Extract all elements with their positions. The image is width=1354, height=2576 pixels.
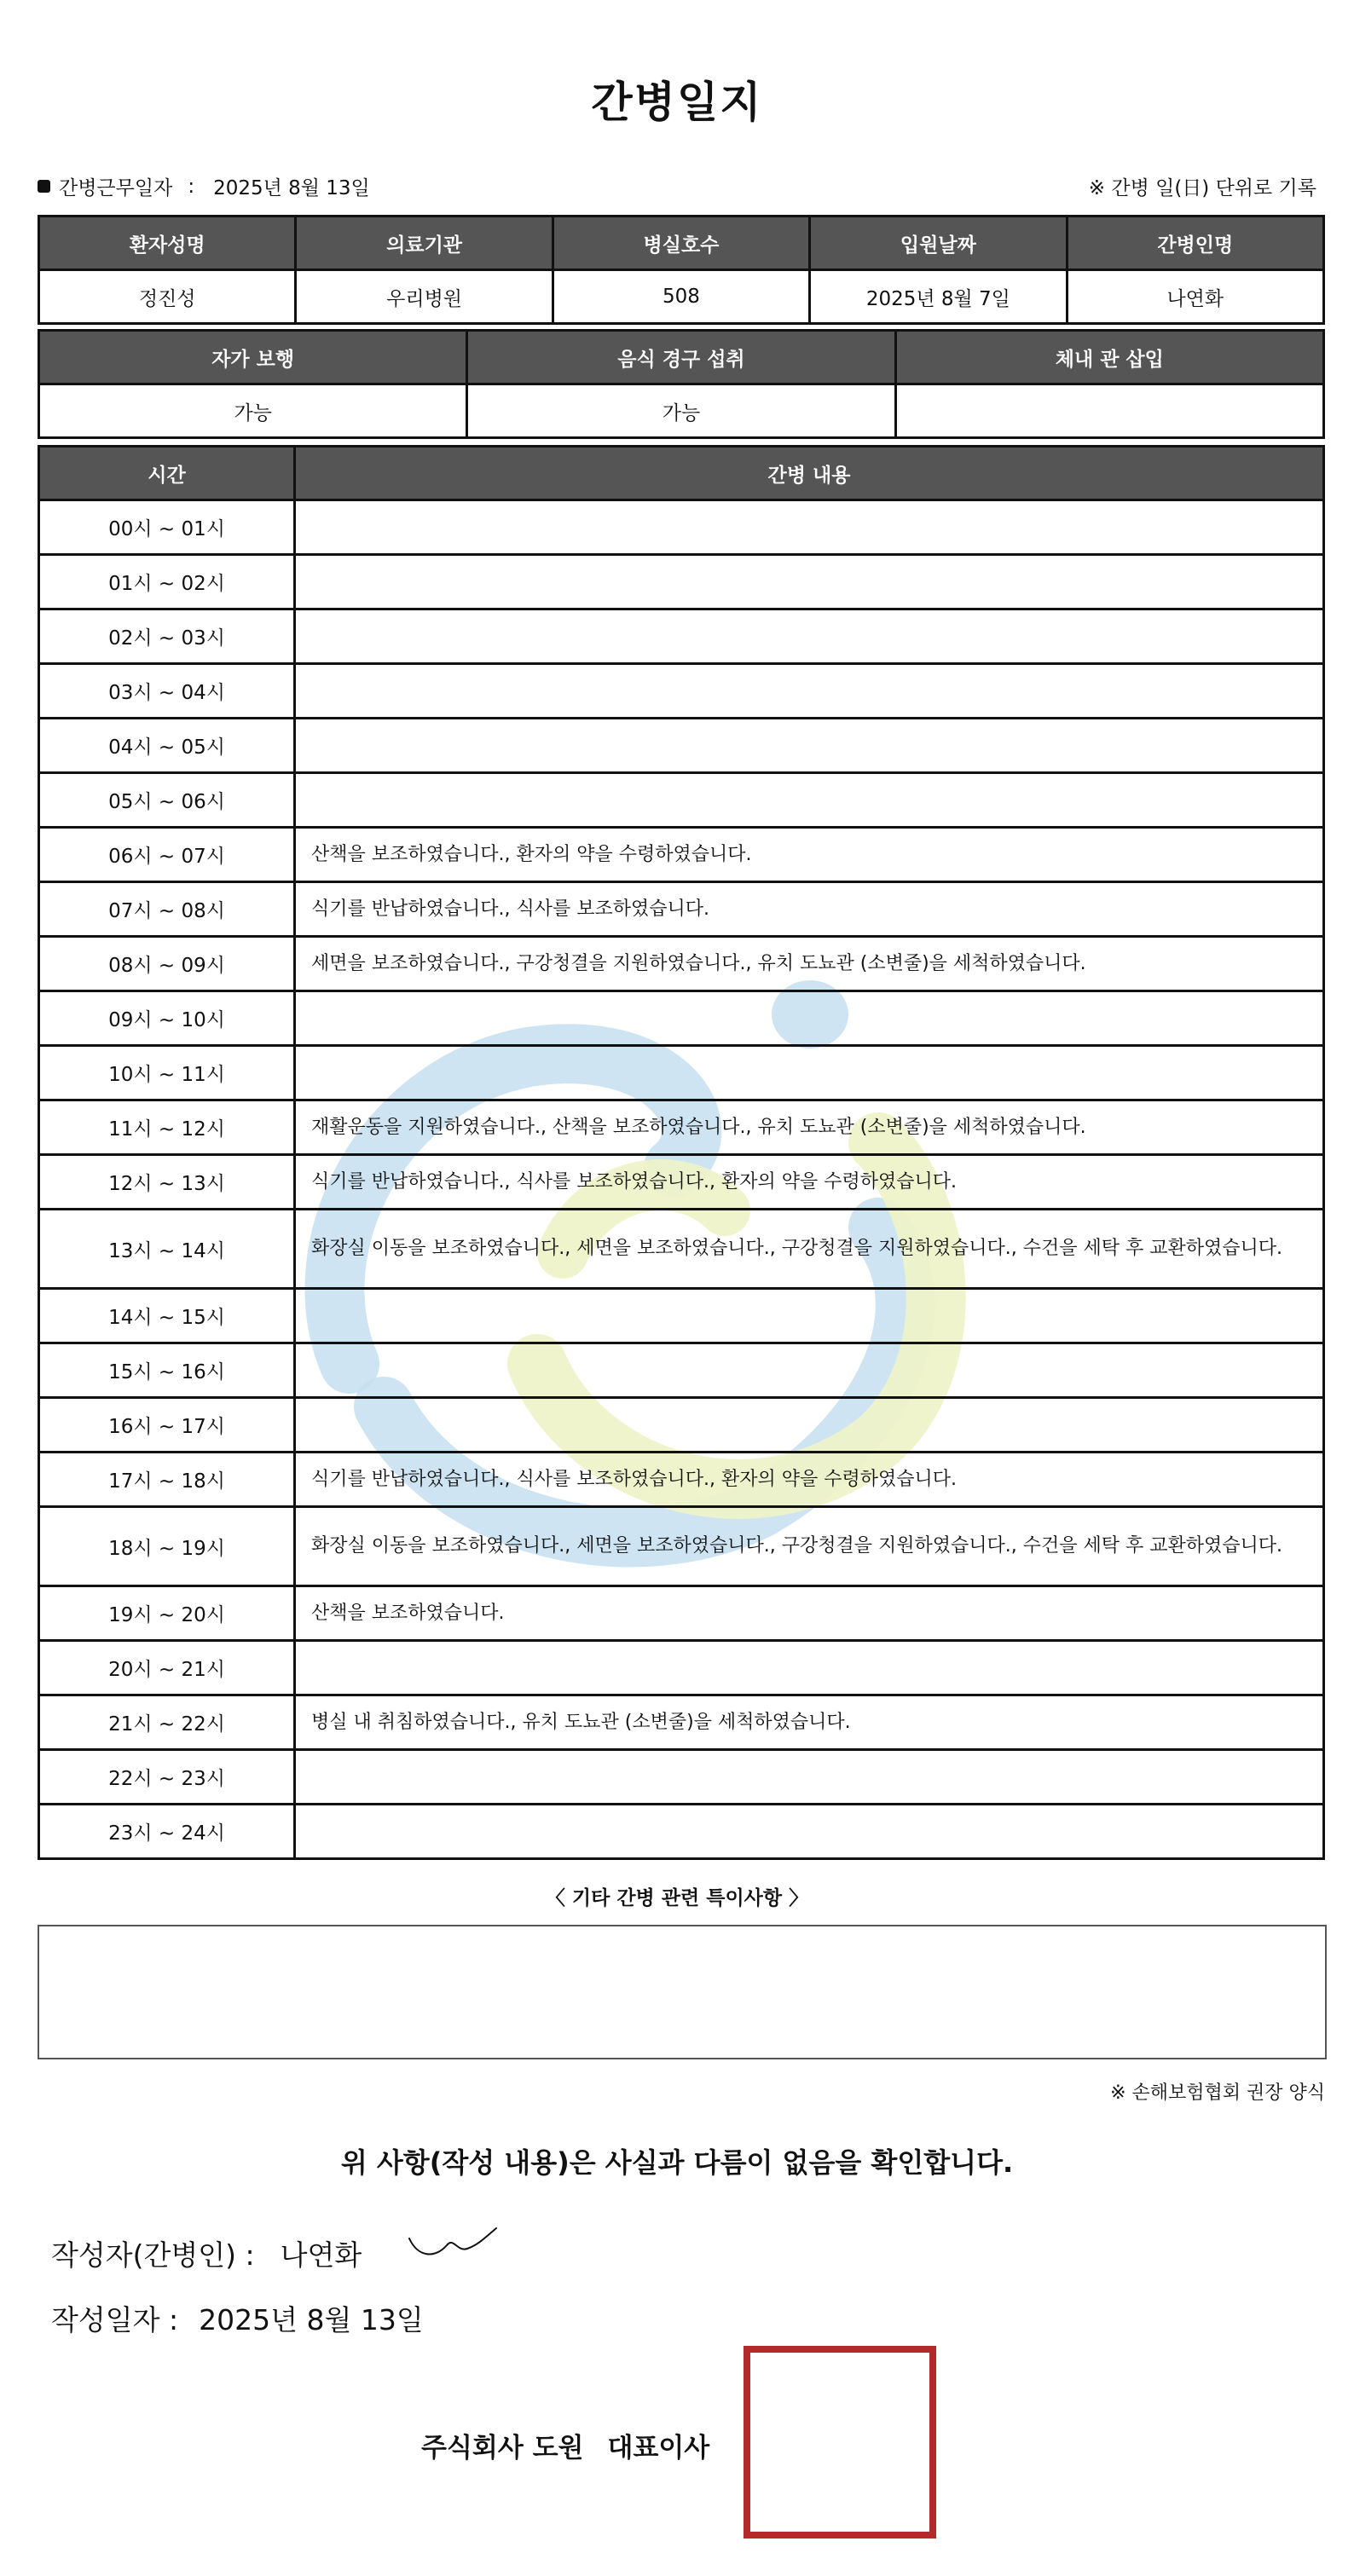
header-tube-insertion: 체내 관 삽입: [895, 331, 1323, 384]
work-date-label: 간병근무일자: [59, 177, 173, 199]
work-date-separator: :: [188, 175, 195, 198]
time-slot: 19시 ~ 20시: [39, 1586, 295, 1641]
table-row: [39, 500, 1324, 555]
care-content: [295, 664, 1324, 719]
table-row: [39, 1805, 1324, 1859]
time-slot: 03시 ~ 04시: [39, 664, 295, 719]
time-slot: 00시 ~ 01시: [39, 500, 295, 555]
table-row: [39, 1586, 1324, 1641]
care-content: [295, 1398, 1324, 1453]
time-slot: 09시 ~ 10시: [39, 991, 295, 1046]
hospital: 우리병원: [296, 270, 553, 324]
time-slot: 21시 ~ 22시: [39, 1695, 295, 1750]
care-content: [295, 1750, 1324, 1805]
patient-condition-table: [38, 329, 1325, 439]
write-date-value: 2025년 8월 13일: [199, 2303, 424, 2336]
care-content: 화장실 이동을 보조하였습니다., 세면을 보조하였습니다., 구강청결을 지원하였습니다., 수건을 세탁 후 교환하였습니다.: [295, 1210, 1324, 1289]
document-title: 간병일지: [591, 78, 763, 127]
care-content: 식기를 반납하였습니다., 식사를 보조하였습니다., 환자의 약을 수령하였습니다.: [295, 1155, 1324, 1210]
table-row: [39, 719, 1324, 773]
care-content: [295, 773, 1324, 828]
table-row: [39, 937, 1324, 991]
header-room: 병실호수: [553, 217, 809, 270]
care-content: 병실 내 취침하였습니다., 유치 도뇨관 (소변줄)을 세척하였습니다.: [295, 1695, 1324, 1750]
company-line: [421, 2426, 709, 2464]
time-slot: 04시 ~ 05시: [39, 719, 295, 773]
table-row: [39, 664, 1324, 719]
oral-intake-value: 가능: [467, 384, 895, 438]
care-content: 식기를 반납하였습니다., 식사를 보조하였습니다., 환자의 약을 수령하였습니다.: [295, 1453, 1324, 1507]
patient-info-table: [38, 215, 1325, 325]
header-admission-date: 입원날짜: [810, 217, 1067, 270]
header-self-walking: 자가 보행: [39, 331, 467, 384]
header-oral-intake: 음식 경구 섭취: [467, 331, 895, 384]
care-content: 식기를 반납하였습니다., 식사를 보조하였습니다.: [295, 882, 1324, 937]
special-notes-box: [38, 1925, 1327, 2059]
table-row: [39, 1641, 1324, 1695]
writer-name: 나연화: [280, 2238, 362, 2272]
writer-line: [51, 2233, 362, 2273]
tube-insertion-value: [895, 384, 1323, 438]
time-slot: 22시 ~ 23시: [39, 1750, 295, 1805]
table-row: [39, 1046, 1324, 1100]
write-date-label: 작성일자 :: [51, 2303, 179, 2336]
time-slot: 15시 ~ 16시: [39, 1343, 295, 1398]
care-content: [295, 1641, 1324, 1695]
time-slot: 13시 ~ 14시: [39, 1210, 295, 1289]
special-notes-title: 〈 기타 간병 관련 특이사항 〉: [545, 1887, 809, 1909]
time-slot: 10시 ~ 11시: [39, 1046, 295, 1100]
care-content: [295, 1046, 1324, 1100]
table-row: [39, 1343, 1324, 1398]
care-content: [295, 991, 1324, 1046]
self-walking-value: 가능: [39, 384, 467, 438]
time-slot: 16시 ~ 17시: [39, 1398, 295, 1453]
table-row: [39, 882, 1324, 937]
care-content: [295, 1343, 1324, 1398]
room-number: 508: [553, 270, 809, 324]
care-content: [295, 1289, 1324, 1343]
confirmation-statement: 위 사항(작성 내용)은 사실과 다름이 없음을 확인합니다.: [340, 2146, 1014, 2179]
company-seal: [744, 2346, 936, 2538]
care-content: [295, 555, 1324, 609]
time-slot: 20시 ~ 21시: [39, 1641, 295, 1695]
writer-label: 작성자(간병인) :: [51, 2238, 255, 2272]
bullet-square-icon: [38, 180, 50, 193]
header-time: 시간: [39, 447, 295, 500]
table-row: [39, 1289, 1324, 1343]
time-slot: 08시 ~ 09시: [39, 937, 295, 991]
table-row: [39, 555, 1324, 609]
care-content: [295, 1805, 1324, 1859]
caregiver-name: 나연화: [1067, 270, 1323, 324]
time-slot: 06시 ~ 07시: [39, 828, 295, 882]
header-care-content: 간병 내용: [295, 447, 1324, 500]
time-slot: 18시 ~ 19시: [39, 1507, 295, 1586]
care-content: [295, 719, 1324, 773]
association-note: ※ 손해보험협회 권장 양식: [1110, 2082, 1325, 2104]
time-slot: 23시 ~ 24시: [39, 1805, 295, 1859]
care-content: [295, 609, 1324, 664]
time-slot: 14시 ~ 15시: [39, 1289, 295, 1343]
care-content: 산책을 보조하였습니다., 환자의 약을 수령하였습니다.: [295, 828, 1324, 882]
company-name: 주식회사 도원: [421, 2433, 584, 2463]
admission-date: 2025년 8월 7일: [810, 270, 1067, 324]
table-row: [39, 1695, 1324, 1750]
table-row: [39, 828, 1324, 882]
table-row: [39, 991, 1324, 1046]
header-hospital: 의료기관: [296, 217, 553, 270]
table-row: [39, 1155, 1324, 1210]
time-slot: 01시 ~ 02시: [39, 555, 295, 609]
care-content: 재활운동을 지원하였습니다., 산책을 보조하였습니다., 유치 도뇨관 (소변줄)을 세척하였습니다.: [295, 1100, 1324, 1155]
care-content: 화장실 이동을 보조하였습니다., 세면을 보조하였습니다., 구강청결을 지원하였습니다., 수건을 세탁 후 교환하였습니다.: [295, 1507, 1324, 1586]
care-content: 세면을 보조하였습니다., 구강청결을 지원하였습니다., 유치 도뇨관 (소변줄)을 세척하였습니다.: [295, 937, 1324, 991]
header-patient-name: 환자성명: [39, 217, 296, 270]
patient-name: 정진성: [39, 270, 296, 324]
daily-record-note: ※ 간병 일(日) 단위로 기록: [1088, 177, 1316, 199]
table-row: [39, 773, 1324, 828]
table-row: [39, 1750, 1324, 1805]
signature-scribble: [406, 2223, 500, 2266]
table-row: [39, 1100, 1324, 1155]
work-date-value: 2025년 8월 13일: [213, 177, 370, 199]
table-row: [39, 1453, 1324, 1507]
time-slot: 07시 ~ 08시: [39, 882, 295, 937]
time-slot: 05시 ~ 06시: [39, 773, 295, 828]
write-date-line: [51, 2298, 424, 2338]
time-slot: 02시 ~ 03시: [39, 609, 295, 664]
table-row: [39, 1210, 1324, 1289]
time-slot: 17시 ~ 18시: [39, 1453, 295, 1507]
care-content: [295, 500, 1324, 555]
header-caregiver-name: 간병인명: [1067, 217, 1323, 270]
care-log-table: [38, 445, 1325, 1860]
representative-title: 대표이사: [607, 2433, 710, 2463]
time-slot: 11시 ~ 12시: [39, 1100, 295, 1155]
table-row: [39, 1398, 1324, 1453]
work-date-line: [38, 172, 370, 200]
table-row: [39, 1507, 1324, 1586]
care-content: 산책을 보조하였습니다.: [295, 1586, 1324, 1641]
table-row: [39, 609, 1324, 664]
time-slot: 12시 ~ 13시: [39, 1155, 295, 1210]
